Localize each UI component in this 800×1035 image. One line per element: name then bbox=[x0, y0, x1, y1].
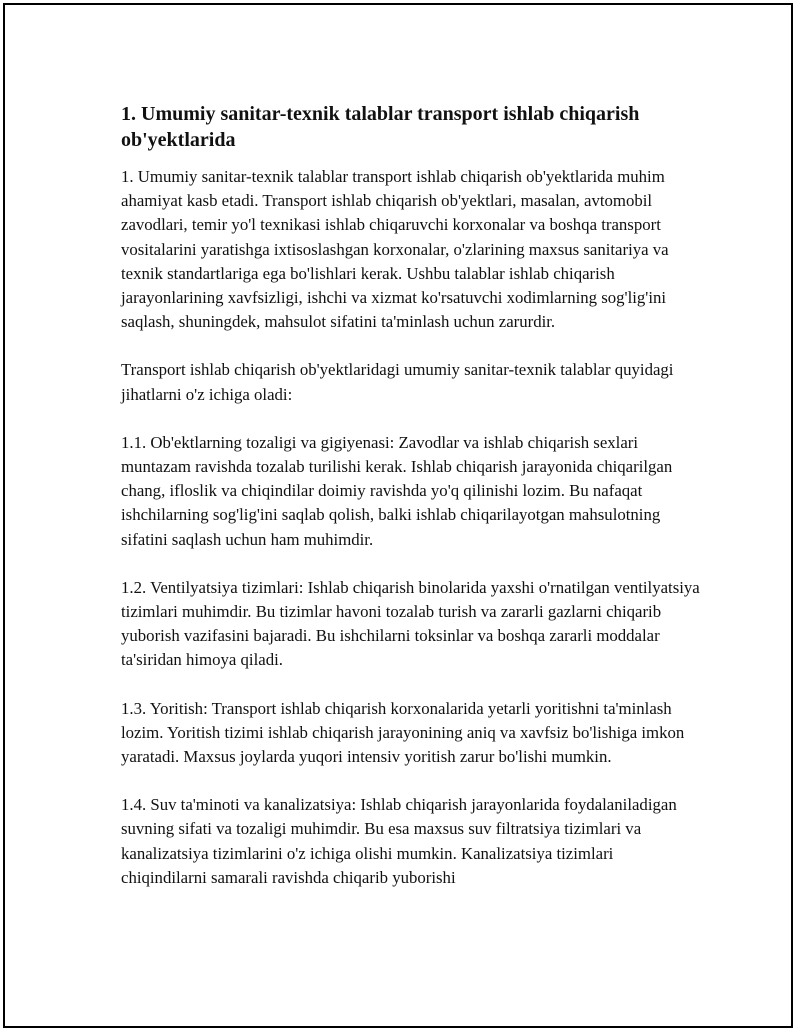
paragraph-intro: 1. Umumiy sanitar-texnik talablar transport ishlab chiqarish ob'yektlarida muhim ahamiyat kasb etadi. Transport ishlab chiqarish ob'yektlari, masalan, avtomobil zavodlari, temir yo'l texnikasi ishlab chiqaruvchi korxonalar va boshqa transport vositalarini yaratishga ixtisoslashgan korxonalar, o'zlarining maxsus sanitariya va texnik standartlariga ega bo'lishlari kerak. Ushbu talablar ishlab chiqarish jarayonlarining xavfsizligi, ishchi va xizmat ko'rsatuvchi xodimlarning sog'lig'ini saqlash, shuningdek, mahsulot sifatini ta'minlash uchun zarurdir. bbox=[121, 167, 669, 332]
paragraph-water-supply: 1.4. Suv ta'minoti va kanalizatsiya: Ishlab chiqarish jarayonlarida foydalaniladigan suvning sifati va tozaligi muhimdir. Bu esa maxsus suv filtratsiya tizimlari va kanalizatsiya tizimlarini o'z ichiga olishi mumkin. Kanalizatsiya tizimlari chiqindilarni samarali ravishda chiqarib yuborishi bbox=[121, 795, 677, 887]
document-title: 1. Umumiy sanitar-texnik talablar transport ishlab chiqarish ob'yektlarida bbox=[121, 103, 640, 151]
paragraph-requirements-lead: Transport ishlab chiqarish ob'yektlaridagi umumiy sanitar-texnik talablar quyidagi jihatlarni o'z ichiga oladi: bbox=[121, 360, 674, 404]
document-page bbox=[3, 3, 793, 1028]
paragraph-cleanliness: 1.1. Ob'ektlarning tozaligi va gigiyenasi: Zavodlar va ishlab chiqarish sexlari muntazam ravishda tozalab turilishi kerak. Ishlab chiqarish jarayonida chiqarilgan chang, ifloslik va chiqindilar doimiy ravishda yo'q qilinishi lozim. Bu nafaqat ishchilarning sog'lig'ini saqlab qolish, balki ishlab chiqarilayotgan mahsulotning sifatini saqlash uchun ham muhimdir. bbox=[121, 432, 673, 549]
paragraph-lighting: 1.3. Yoritish: Transport ishlab chiqarish korxonalarida yetarli yoritishni ta'minlash lozim. Yoritish tizimi ishlab chiqarish jarayonining aniq va xavfsiz bo'lishiga imkon yaratadi. Maxsus joylarda yuqori intensiv yoritish zarur bo'lishi mumkin. bbox=[121, 698, 685, 767]
paragraph-ventilation: 1.2. Ventilyatsiya tizimlari: Ishlab chiqarish binolarida yaxshi o'rnatilgan ventilyatsiya tizimlari muhimdir. Bu tizimlar havoni tozalab turish va zararli gazlarni chiqarib yuborish vazifasini bajaradi. Bu ishchilarni toksinlar va boshqa zararli moddalar ta'siridan himoya qiladi. bbox=[121, 577, 700, 670]
document-content bbox=[121, 101, 701, 914]
